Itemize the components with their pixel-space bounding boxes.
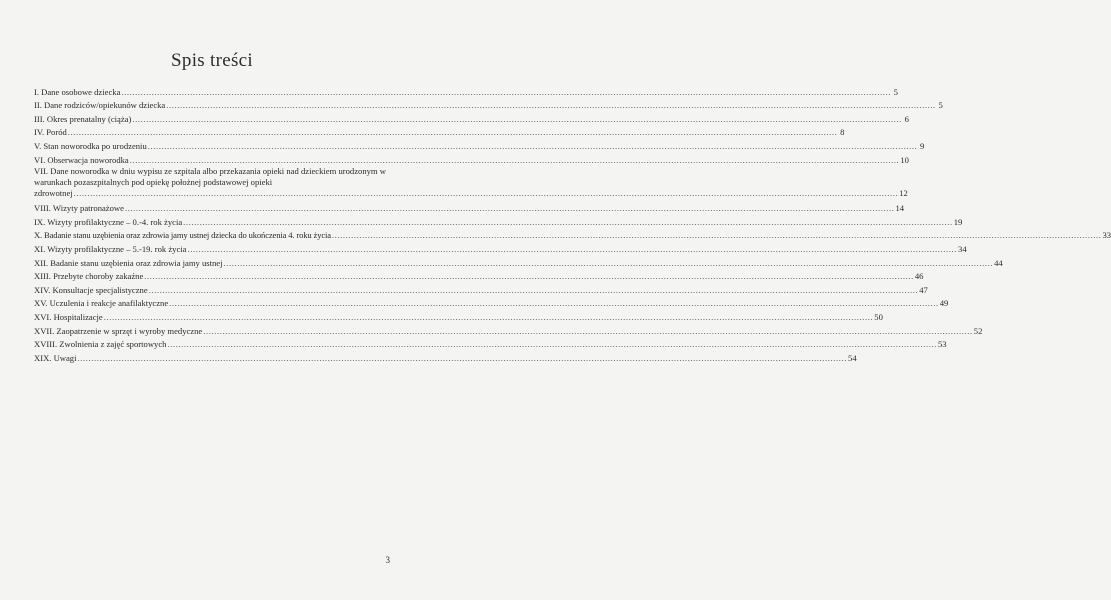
- toc-entry-label: XVIII. Zwolnienia z zajęć sportowych: [34, 339, 167, 350]
- toc-entry-page: 52: [973, 325, 983, 336]
- toc-entry-page: 19: [953, 216, 963, 227]
- dot-leader: [149, 285, 919, 296]
- dot-leader: [125, 203, 895, 214]
- toc-entry: [34, 241, 967, 255]
- toc-entry: [34, 201, 905, 215]
- toc-entry: [34, 84, 898, 98]
- dot-leader: [144, 271, 914, 282]
- dot-leader: [167, 339, 937, 350]
- toc-entry-label: I. Dane osobowe dziecka: [34, 86, 121, 97]
- toc-entry-label: IX. Wizyty profilaktyczne – 0.-4. rok życia: [34, 216, 183, 227]
- toc-entry-label: X. Badanie stanu uzębienia oraz zdrowia jamy ustnej dziecka do ukończenia 4. roku życia: [34, 230, 331, 241]
- toc-entry-page: 46: [914, 271, 924, 282]
- toc-entry: [34, 337, 947, 351]
- toc-entry: [34, 255, 1003, 269]
- toc-entry-page: 14: [895, 203, 905, 214]
- page-title: Spis treści: [171, 50, 253, 71]
- page-number: 3: [385, 555, 390, 565]
- toc-entry-label: XVII. Zaopatrzenie w sprzęt i wyroby medyczne: [34, 325, 203, 336]
- toc-entry-label: XVI. Hospitalizacje: [34, 311, 103, 322]
- toc-entry: [34, 152, 909, 166]
- toc-entry-page: 49: [939, 298, 949, 309]
- toc-entry: [34, 138, 925, 152]
- toc-entry-label: XII. Badanie stanu uzębienia oraz zdrowia jamy ustnej: [34, 257, 223, 268]
- toc-entry-page: 6: [904, 113, 909, 124]
- toc-entry: [34, 214, 963, 228]
- toc-entry-label: III. Okres prenatalny (ciąża): [34, 113, 132, 124]
- dot-leader: [224, 258, 994, 269]
- toc-entry-page: 54: [848, 352, 857, 363]
- toc-entry-page: 8: [840, 127, 845, 138]
- toc-entry-page: 12: [899, 187, 908, 198]
- dot-leader: [332, 230, 1102, 241]
- toc-entry-label: VIII. Wizyty patronażowe: [34, 203, 124, 214]
- toc-entry-label: VI. Obserwacja noworodka: [34, 154, 129, 165]
- toc-entry-label-continued: zdrowotnej: [34, 187, 73, 198]
- dot-leader: [169, 298, 939, 309]
- toc-entry-label: VII. Dane noworodka w dniu wypisu ze szpitala albo przekazania opieki nad dzieckiem urodzonym w warunkach pozaszpitalnych pod opiekę położnej podstawowej opieki: [34, 165, 386, 187]
- toc-entry-page: 50: [874, 311, 883, 322]
- toc-entry-label: II. Dane rodziców/opiekunów dziecka: [34, 100, 166, 111]
- dot-leader: [183, 217, 953, 228]
- dot-leader: [121, 87, 891, 98]
- toc-entry-label: XIV. Konsultacje specjalistyczne: [34, 284, 148, 295]
- toc-entry: [34, 228, 1111, 242]
- toc-entry-label: XV. Uczulenia i reakcje anafilaktyczne: [34, 298, 169, 309]
- toc-entry-label: XIX. Uwagi: [34, 352, 77, 363]
- toc-entry: [34, 98, 943, 112]
- dot-leader: [148, 141, 918, 152]
- toc-entry-page: 44: [994, 257, 1003, 268]
- toc-entry-page: 34: [958, 243, 967, 254]
- toc-entry: [34, 323, 983, 337]
- toc-entry: [34, 269, 924, 283]
- toc-entry-page: 33: [1102, 230, 1111, 241]
- toc-entry-page: 9: [920, 140, 925, 151]
- toc-entry: [34, 125, 845, 139]
- dot-leader: [104, 312, 874, 323]
- toc-entry-page: 10: [900, 154, 909, 165]
- toc-entry: [34, 282, 928, 296]
- toc-entry-label: XI. Wizyty profilaktyczne – 5.-19. rok życia: [34, 243, 187, 254]
- toc-entry-label: XIII. Przebyte choroby zakaźne: [34, 271, 144, 282]
- toc-entry-page: 47: [919, 284, 928, 295]
- dot-leader: [77, 353, 847, 364]
- toc-entry-lastline: [34, 187, 908, 199]
- toc-entry: [34, 165, 908, 199]
- toc-entry-page: 5: [893, 86, 898, 97]
- toc-entry: [34, 309, 883, 323]
- toc-entry: [34, 111, 909, 125]
- dot-leader: [130, 155, 900, 166]
- dot-leader: ............................................................................................................................................................................................................................................................................................................: [73, 187, 899, 198]
- dot-leader: [68, 127, 838, 138]
- dot-leader: [166, 100, 936, 111]
- toc-entry-page: 5: [938, 100, 943, 111]
- toc-entry-label: IV. Poród: [34, 127, 67, 138]
- dot-leader: [132, 114, 902, 125]
- toc-entry: [34, 296, 949, 310]
- toc-entry-page: 53: [938, 339, 947, 350]
- toc-entry: [34, 350, 857, 364]
- dot-leader: [203, 326, 973, 337]
- dot-leader: [187, 244, 957, 255]
- toc-entry-label: V. Stan noworodka po urodzeniu: [34, 140, 147, 151]
- table-of-contents: [34, 84, 1111, 364]
